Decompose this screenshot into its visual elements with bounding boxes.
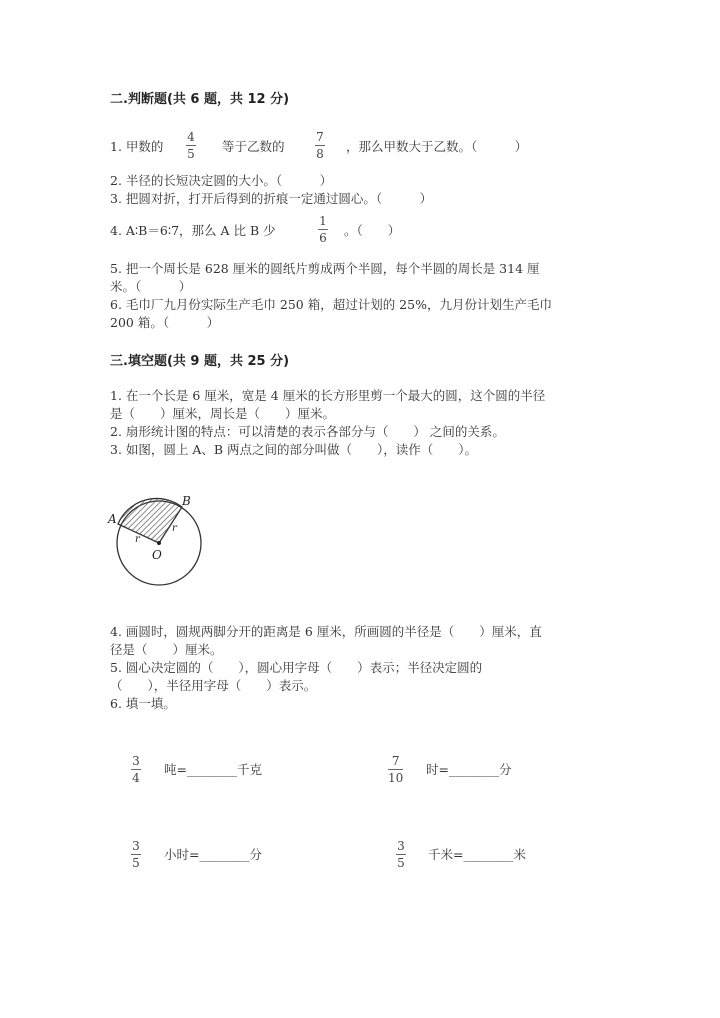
s2-q3: 3. 把圆对折，打开后得到的折痕一定通过圆心。（ ） [110,191,433,206]
denominator: 6 [319,231,327,245]
label-a: A [108,512,117,526]
s2-q4-part-a: 4. A∶B＝6∶7，那么 A 比 B 少 [110,223,276,238]
s2-q4-fraction [318,214,328,245]
fill-2-fraction [388,754,403,785]
denominator: 5 [187,147,195,161]
numerator: 3 [397,839,405,853]
section-2-title: 二.判断题(共 6 题，共 12 分) [110,92,290,107]
s2-q1-fraction-1 [186,130,196,161]
circle-sector-figure [104,490,214,590]
numerator: 1 [319,214,327,228]
denominator: 4 [132,771,140,785]
s2-q2: 2. 半径的长短决定圆的大小。（ ） [110,173,333,188]
numerator: 7 [391,754,400,768]
s3-q5-line-1: 5. 圆心决定圆的（ ），圆心用字母（ ）表示；半径决定圆的 [110,660,483,675]
label-r-left: r [135,534,140,545]
label-r-right: r [172,523,177,534]
fill-2-text[interactable]: 时=________分 [426,762,512,777]
s2-q5-line-2: 米。（ ） [110,279,192,294]
s2-q1-fraction-2 [315,130,325,161]
numerator: 3 [132,839,140,853]
s3-q1-line-1: 1. 在一个长是 6 厘米，宽是 4 厘米的长方形里剪一个最大的圆，这个圆的半径 [110,388,546,403]
s3-q4-line-1: 4. 画圆时，圆规两脚分开的距离是 6 厘米，所画圆的半径是（ ）厘米，直 [110,624,542,639]
s2-q1-part-a: 1. 甲数的 [110,139,164,154]
shaded-sector [118,498,182,543]
denominator: 5 [397,856,405,870]
numerator: 3 [132,754,140,768]
denominator: 5 [132,856,140,870]
s3-q2: 2. 扇形统计图的特点：可以清楚的表示各部分与（ ） 之间的关系。 [110,424,505,439]
denominator: 10 [388,771,404,785]
s2-q6-line-2: 200 箱。（ ） [110,315,220,330]
s3-q1-line-2: 是（ ）厘米，周长是（ ）厘米。 [110,406,336,421]
s3-q6: 6. 填一填。 [110,696,176,711]
s2-q4-part-b: 。（ ） [344,223,401,238]
section-3-title: 三.填空题(共 9 题，共 25 分) [110,354,290,369]
s2-q6-line-1: 6. 毛巾厂九月份实际生产毛巾 250 箱，超过计划的 25%，九月份计划生产毛巾 [110,297,552,312]
numerator: 7 [316,130,324,144]
s2-q1-part-b: 等于乙数的 [222,139,285,154]
s3-q3: 3. 如图，圆上 A、B 两点之间的部分叫做（ ），读作（ ）。 [110,442,478,457]
numerator: 4 [187,130,195,144]
center-point [157,541,161,545]
fill-3-fraction [131,839,141,870]
s2-q5-line-1: 5. 把一个周长是 628 厘米的圆纸片剪成两个半圆，每个半圆的周长是 314 厘 [110,261,540,276]
fill-4-text[interactable]: 千米=________米 [428,847,526,862]
label-b: B [182,494,191,508]
s3-q5-line-2: （ ），半径用字母（ ）表示。 [110,678,317,693]
denominator: 8 [316,147,324,161]
fill-1-text[interactable]: 吨=________千克 [164,762,262,777]
fill-1-fraction [131,754,141,785]
fill-3-text[interactable]: 小时=________分 [164,847,262,862]
label-o: O [152,548,162,562]
s2-q1-part-c: ，那么甲数大于乙数。（ ） [346,139,528,154]
fill-4-fraction [396,839,406,870]
s3-q4-line-2: 径是（ ）厘米。 [110,642,223,657]
